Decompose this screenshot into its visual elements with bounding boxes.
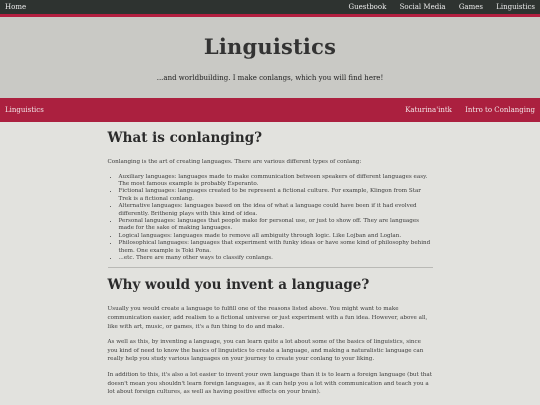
top-navbar [0, 0, 540, 17]
list-item: • Logical languages: languages made to remove all ambiguity through logic. Like Lojban and Loglan. [119, 233, 433, 240]
list-item: • Auxiliary languages: languages made to make communication between speakers of different languages easy. The most famous example is probably Esperanto. [119, 174, 433, 189]
subnav-links [394, 106, 535, 114]
list-item: • Personal languages: languages that people make for personal use, or just to show off. They are languages made for the sake of making languages. [119, 218, 433, 233]
paragraph: In addition to this, it's also a lot easier to invent your own language than it is to learn a foreign language (but that doesn't mean you shouldn't learn foreign languages, as it can help you a lot with communication and teach you a lot about foreign cultures, as well as having positive effects on your brain). [107, 372, 432, 396]
list-item: • Fictional languages: languages created to be represent a fictional culture. For example, Klingon from Star Trek is a fictional conlang. [119, 188, 433, 203]
nav-home-link[interactable]: Home [5, 3, 27, 11]
page-tagline: ...and worldbuilding. I make conlangs, which you will find here! [156, 74, 384, 82]
page-title: Linguistics [203, 34, 337, 59]
hero-banner [0, 17, 540, 98]
main-content [108, 122, 433, 397]
subnav-intro-conlanging-link[interactable]: Intro to Conlanging [465, 106, 535, 114]
list-item: • Philosophical languages: languages that experiment with funky ideas or have some kind of philosophy behind them. One example is Toki Pona. [119, 240, 433, 255]
top-nav-links [338, 3, 535, 11]
subnav-linguistics-link[interactable]: Linguistics [5, 106, 44, 114]
section-navbar [0, 98, 540, 122]
nav-guestbook-link[interactable]: Guestbook [348, 3, 387, 11]
conlanging-intro-text: Conlanging is the art of creating languages. There are various different types of conlang: [107, 159, 362, 165]
paragraph: Usually you would create a language to fulfill one of the reasons listed above. You might want to make communication easier, add realism to a fictional universe or just experiment with a fun idea. However, above all, like with art, music, or games, it's a fun thing to do and make. [107, 306, 428, 330]
nav-games-link[interactable]: Games [458, 3, 483, 11]
section-heading-why-invent: Why would you invent a language? [107, 277, 370, 294]
nav-linguistics-link[interactable]: Linguistics [496, 3, 535, 11]
subnav-katurina-link[interactable]: Katurina'intk [405, 106, 452, 114]
conlang-types-list [108, 174, 433, 263]
list-item: • ...etc. There are many other ways to classify conlangs. [119, 255, 433, 262]
section-heading-what-is-conlanging: What is conlanging? [107, 130, 263, 146]
list-item: • Alternative languages: languages based on the idea of what a language could have been if it had evolved differently. Brithenig plays with this kind of idea. [119, 203, 433, 218]
paragraph: As well as this, by inventing a language, you can learn quite a lot about some of the basics of linguistics, since you kind of need to know the basics of linguistics to create a language, and making a naturalistic language can really help you study various languages on your journey to create your conlang to your liking. [107, 339, 424, 363]
nav-social-media-link[interactable]: Social Media [399, 3, 446, 11]
section-divider [108, 267, 433, 268]
